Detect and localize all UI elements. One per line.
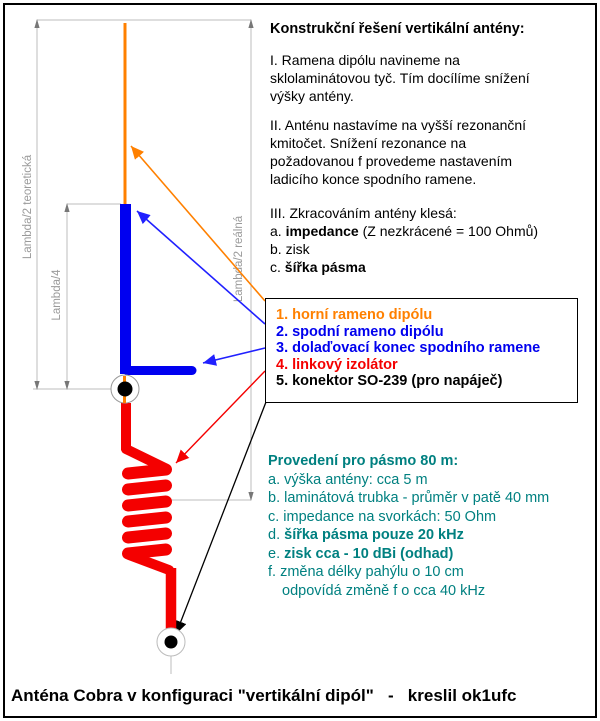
outer-frame [3,3,597,718]
text-line: výšky antény. [270,88,354,104]
text-line: požadovanou f provedeme nastavením [270,153,513,169]
text-line: ladicího konce spodního ramene. [270,171,477,187]
text-line: sklolaminátovou tyč. Tím docílíme snížení [270,70,530,86]
label-lambda2-real: Lambda/2 reálná [233,215,245,303]
legend-item-tuning-end: 3. dolaďovací konec spodního ramene [276,340,541,356]
text-line: c. šířka pásma [270,259,366,275]
text-line: II. Anténu nastavíme na vyšší rezonanční [270,117,527,133]
text-line: kmitočet. Snížení rezonance na [270,135,467,151]
legend-item-connector: 5. konektor SO-239 (pro napáječ) [276,373,503,389]
spec-line: f. změna délky pahýlu o 10 cm [268,564,464,580]
legend-item-upper-arm: 1. horní rameno dipólu [276,307,433,323]
spec-line: d. šířka pásma pouze 20 kHz [268,527,464,543]
specs-heading: Provedení pro pásmo 80 m: [268,453,459,469]
legend-item-line-isolator: 4. linkový izolátor [276,356,398,373]
text-line: III. Zkracováním antény klesá: [270,205,457,221]
page-title: Anténa Cobra v konfiguraci "vertikální dipól" - kreslil ok1ufc [11,686,517,705]
spec-line: odpovídá změně f o cca 40 kHz [282,582,486,599]
text-line: I. Ramena dipólu navineme na [270,52,460,68]
text-line: a. impedance (Z nezkrácené = 100 Ohmů) [270,223,539,239]
legend-item-lower-arm: 2. spodní rameno dipólu [276,323,444,340]
spec-line: b. laminátová trubka - průměr v patě 40 mm [268,490,550,506]
spec-line: c. impedance na svorkách: 50 Ohm [268,508,497,525]
label-lambda2-theoretical: Lambda/2 teoretická [22,154,34,260]
spec-line: a. výška antény: cca 5 m [268,471,428,488]
label-lambda4: Lambda/4 [51,269,63,321]
text-line: b. zisk [270,241,310,257]
spec-line: e. zisk cca - 10 dBi (odhad) [268,545,454,562]
construction-heading: Konstrukční řešení vertikální antény: [270,21,525,37]
